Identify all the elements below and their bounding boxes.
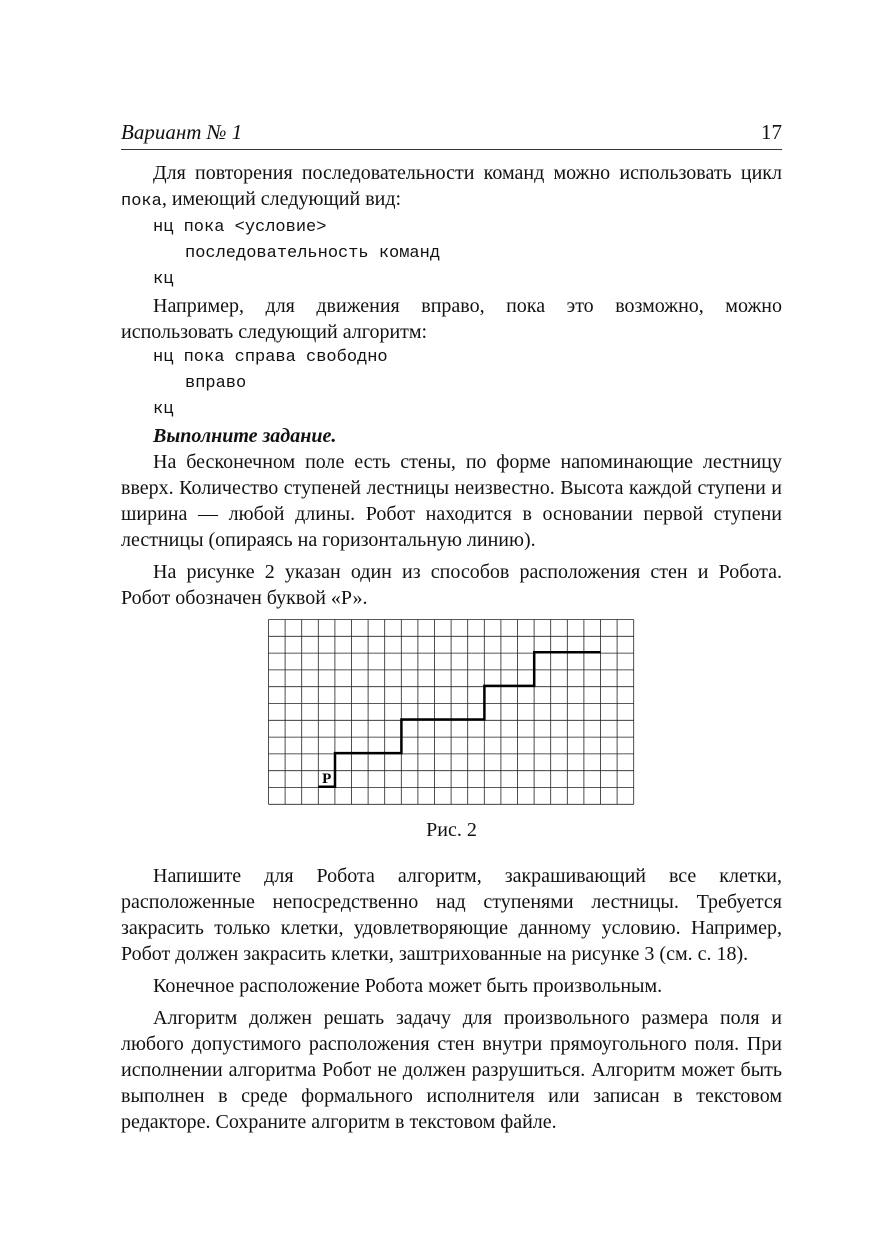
figure-caption: Рис. 2 xyxy=(426,819,477,841)
staircase-wall xyxy=(319,652,601,786)
page-header xyxy=(121,121,782,150)
task-paragraph-3: Напишите для Робота алгоритм, закрашивающий все клетки, расположенные непосредственно над ступенями лестницы. Требуется закрасить только клетки, удовлетворяющие данному условию. Например, Робот должен закрасить клетки, заштрихованные на рисунке 3 (см. с. 18). xyxy=(121,865,782,965)
figure-2 xyxy=(121,619,782,863)
page-content xyxy=(121,160,782,1135)
example-line-2: вправо xyxy=(185,374,247,393)
task-paragraph-5: Алгоритм должен решать задачу для произвольного размера поля и любого допустимого расположения стен внутри прямоугольного поля. При исполнении алгоритма Робот не должен разрушиться. Алгоритм может быть выполнен в среде формального исполнителя или записан в текстовом редакторе. Сохраните алгоритм в текстовом файле. xyxy=(121,1007,782,1133)
intro-text-end: , имеющий следующий вид: xyxy=(161,188,402,210)
template-line-3: кц xyxy=(153,270,174,289)
template-line-1: нц пока <условие> xyxy=(153,218,327,237)
task-paragraph-1: На бесконечном поле есть стены, по форме напоминающие лестницу вверх. Количество ступеней лестницы неизвестно. Высота каждой ступени и ширина — любой длины. Робот находится в основании первой ступени лестницы (опираясь на горизонтальную линию). xyxy=(121,451,782,551)
example-line-3: кц xyxy=(153,400,174,419)
intro-text-start: Для повторения последовательности команд можно использовать цикл xyxy=(153,162,782,184)
task-paragraph-4: Конечное расположение Робота может быть произвольным. xyxy=(153,975,663,997)
robot-field-grid xyxy=(267,619,637,805)
inline-keyword: пока xyxy=(121,192,162,211)
template-line-2: последовательность команд xyxy=(185,244,441,263)
variant-title: Вариант № 1 xyxy=(121,120,243,144)
robot-marker: Р xyxy=(322,771,332,787)
page-number: 17 xyxy=(761,120,782,144)
intro-paragraph xyxy=(121,160,782,215)
example-line-1: нц пока справа свободно xyxy=(153,348,388,367)
example-paragraph: Например, для движения вправо, пока это возможно, можно использовать следующий алгоритм: xyxy=(121,295,782,343)
task-paragraph-2: На рисунке 2 указан один из способов расположения стен и Робота. Робот обозначен буквой «Р». xyxy=(121,561,782,609)
task-heading: Выполните задание. xyxy=(153,425,337,447)
